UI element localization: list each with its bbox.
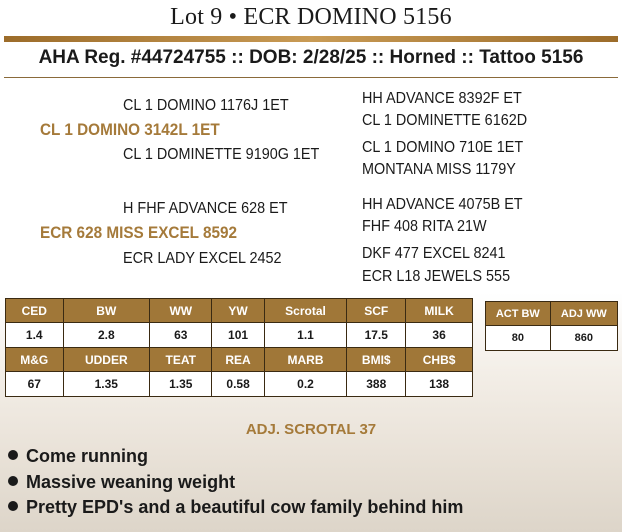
actual-weights-table xyxy=(485,301,618,351)
actual-header-row xyxy=(486,302,618,326)
actual-value-cell: 80 xyxy=(486,326,551,351)
epd-header-cell: REA xyxy=(212,348,264,372)
pedigree-dam-dam: ECR LADY EXCEL 2452 xyxy=(123,250,282,267)
epd-header-cell: WW xyxy=(150,299,212,323)
bullet-icon xyxy=(8,450,18,460)
epd-header-cell: SCF xyxy=(347,299,406,323)
pedigree-sire-sire-sire: HH ADVANCE 8392F ET xyxy=(362,90,522,107)
pedigree-sire-sire-dam: CL 1 DOMINETTE 6162D xyxy=(362,112,528,129)
epd-header-cell: CHB$ xyxy=(406,348,473,372)
pedigree-dam: ECR 628 MISS EXCEL 8592 xyxy=(40,223,238,242)
pedigree-sire-dam-dam: MONTANA MISS 1179Y xyxy=(362,161,516,178)
lot-title: Lot 9 • ECR DOMINO 5156 xyxy=(170,4,452,30)
list-item-text: Massive weaning weight xyxy=(26,471,236,492)
epd-header-cell: BMI$ xyxy=(347,348,406,372)
pedigree-dam-dam-sire: DKF 477 EXCEL 8241 xyxy=(362,245,506,262)
epd-value-cell: 1.4 xyxy=(6,323,64,348)
epd-value-cell: 138 xyxy=(406,372,473,397)
epd-value-cell: 1.1 xyxy=(264,323,347,348)
adj-scrotal: ADJ. SCROTAL 37 xyxy=(245,421,377,438)
epd-value-cell: 0.2 xyxy=(264,372,347,397)
list-item xyxy=(8,470,463,496)
epd-header-cell: BW xyxy=(63,299,150,323)
epd-value-cell: 1.35 xyxy=(63,372,150,397)
actual-value-cell: 860 xyxy=(550,326,617,351)
pedigree-sire-dam: CL 1 DOMINETTE 9190G 1ET xyxy=(123,146,320,163)
pedigree-dam-dam-dam: ECR L18 JEWELS 555 xyxy=(362,268,511,285)
pedigree-dam-sire: H FHF ADVANCE 628 ET xyxy=(123,200,288,217)
epd-header-cell: CED xyxy=(6,299,64,323)
registration-line: AHA Reg. #44724755 :: DOB: 2/28/25 :: Horned :: Tattoo 5156 xyxy=(38,47,584,68)
epd-header-cell: YW xyxy=(212,299,264,323)
epd-value-cell: 17.5 xyxy=(347,323,406,348)
epd-header-cell: MARB xyxy=(264,348,347,372)
title-divider-band xyxy=(4,36,618,42)
epd-value-cell: 101 xyxy=(212,323,264,348)
epd-header-cell: M&G xyxy=(6,348,64,372)
epd-header-row xyxy=(6,299,473,323)
highlights-list xyxy=(8,444,463,521)
epd-value-cell: 36 xyxy=(406,323,473,348)
pedigree-sire-sire: CL 1 DOMINO 1176J 1ET xyxy=(123,97,289,114)
epd-value-cell: 63 xyxy=(150,323,212,348)
registration-divider xyxy=(4,77,618,78)
list-item-text: Pretty EPD's and a beautiful cow family behind him xyxy=(26,497,464,517)
epd-header-cell: TEAT xyxy=(150,348,212,372)
epd-value-cell: 2.8 xyxy=(63,323,150,348)
actual-value-row xyxy=(486,326,618,351)
pedigree-dam-sire-dam: FHF 408 RITA 21W xyxy=(362,218,487,235)
epd-value-row xyxy=(6,372,473,397)
bullet-icon xyxy=(8,501,18,511)
epd-table xyxy=(5,298,473,397)
epd-header-cell: Scrotal xyxy=(264,299,347,323)
epd-value-cell: 1.35 xyxy=(150,372,212,397)
epd-value-cell: 67 xyxy=(6,372,64,397)
epd-header-row xyxy=(6,348,473,372)
epd-value-row xyxy=(6,323,473,348)
list-item-text: Come running xyxy=(26,446,148,466)
list-item xyxy=(8,495,463,521)
pedigree-sire-dam-sire: CL 1 DOMINO 710E 1ET xyxy=(362,139,524,156)
pedigree-dam-sire-sire: HH ADVANCE 4075B ET xyxy=(362,196,523,213)
pedigree-sire: CL 1 DOMINO 3142L 1ET xyxy=(40,120,220,139)
actual-header-cell: ADJ WW xyxy=(550,302,617,326)
actual-header-cell: ACT BW xyxy=(486,302,551,326)
bullet-icon xyxy=(8,476,18,486)
epd-value-cell: 0.58 xyxy=(212,372,264,397)
epd-header-cell: MILK xyxy=(406,299,473,323)
list-item xyxy=(8,444,463,470)
epd-value-cell: 388 xyxy=(347,372,406,397)
epd-header-cell: UDDER xyxy=(63,348,150,372)
